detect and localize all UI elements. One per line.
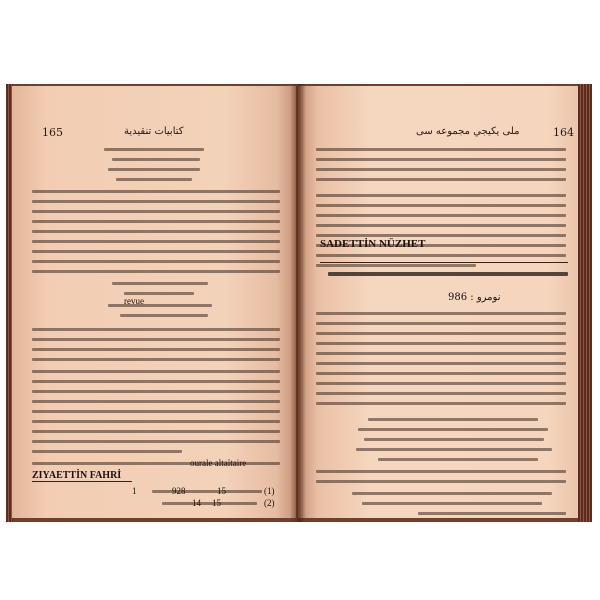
text-line <box>32 440 280 443</box>
text-line <box>316 194 566 197</box>
text-line <box>32 420 280 423</box>
text-line <box>316 148 566 151</box>
text-line <box>316 402 566 405</box>
text-line <box>32 450 182 453</box>
text-line <box>316 224 566 227</box>
footnote-number-1: (1) <box>264 486 275 496</box>
text-line <box>328 272 568 276</box>
text-line <box>358 428 548 431</box>
text-line <box>316 372 566 375</box>
latin-word-revue: revue <box>124 296 144 306</box>
text-line <box>32 348 280 351</box>
text-line <box>368 418 538 421</box>
section-author: SADETTİN NÜZHET <box>320 238 426 250</box>
text-line <box>316 178 566 181</box>
left-page <box>12 86 296 518</box>
text-line <box>316 264 476 267</box>
text-line <box>32 390 280 393</box>
text-line <box>32 240 280 243</box>
text-line <box>356 448 552 451</box>
text-line <box>316 352 566 355</box>
text-line <box>32 220 280 223</box>
left-page-number: 165 <box>42 126 63 139</box>
text-line <box>316 382 566 385</box>
text-line <box>112 282 208 285</box>
text-line <box>316 168 566 171</box>
open-book <box>6 84 592 522</box>
text-line <box>32 328 280 331</box>
left-running-head: كتابيات تنقيدية <box>124 126 184 137</box>
text-line <box>112 158 200 161</box>
footnote-ref-1: 1 <box>132 486 137 496</box>
text-line <box>32 370 280 373</box>
text-line <box>316 312 566 315</box>
text-line <box>162 502 257 505</box>
footnote-ref-14: 14 <box>192 498 201 508</box>
text-line <box>32 380 280 383</box>
text-line <box>316 254 566 257</box>
text-line <box>316 234 566 237</box>
right-page <box>298 86 584 518</box>
right-running-head: ملى يكيجي مجموعه سى <box>416 126 520 137</box>
text-line <box>316 342 566 345</box>
text-line <box>316 158 566 161</box>
text-line <box>32 210 280 213</box>
text-line <box>32 400 280 403</box>
left-signature: ZIYAETTİN FAHRİ <box>32 470 122 481</box>
right-page-number: 164 <box>553 126 574 139</box>
text-line <box>316 204 566 207</box>
text-line <box>352 492 552 495</box>
text-line <box>116 178 192 181</box>
text-line <box>32 410 280 413</box>
text-line <box>364 438 544 441</box>
number-line: نومرو : 986 <box>448 292 501 303</box>
footnote-ref-15a: 15 <box>217 486 226 496</box>
book-gutter <box>290 84 306 522</box>
text-line <box>378 458 538 461</box>
text-line <box>316 362 566 365</box>
text-line <box>124 292 194 295</box>
text-line <box>32 200 280 203</box>
text-line <box>32 338 280 341</box>
text-line <box>120 314 208 317</box>
section-rule <box>320 262 568 263</box>
footnote-ref-928: 928 <box>172 486 186 496</box>
text-line <box>32 260 280 263</box>
text-line <box>316 332 566 335</box>
text-line <box>316 470 566 473</box>
text-line <box>32 358 280 361</box>
text-line <box>152 490 262 493</box>
text-line <box>362 502 542 505</box>
text-line <box>108 168 200 171</box>
text-line <box>316 480 566 483</box>
text-line <box>316 322 566 325</box>
text-line <box>418 512 566 515</box>
text-line <box>32 430 280 433</box>
text-line <box>316 392 566 395</box>
text-line <box>104 148 204 151</box>
page-edges-right <box>578 84 592 522</box>
footnote-rule <box>32 481 132 482</box>
latin-word-ourale: ourale altaïtaire <box>190 458 247 468</box>
footnote-ref-15b: 15 <box>212 498 221 508</box>
text-line <box>32 270 280 273</box>
text-line <box>316 214 566 217</box>
text-line <box>32 190 280 193</box>
footnote-number-2: (2) <box>264 498 275 508</box>
text-line <box>32 230 280 233</box>
text-line <box>32 250 280 253</box>
